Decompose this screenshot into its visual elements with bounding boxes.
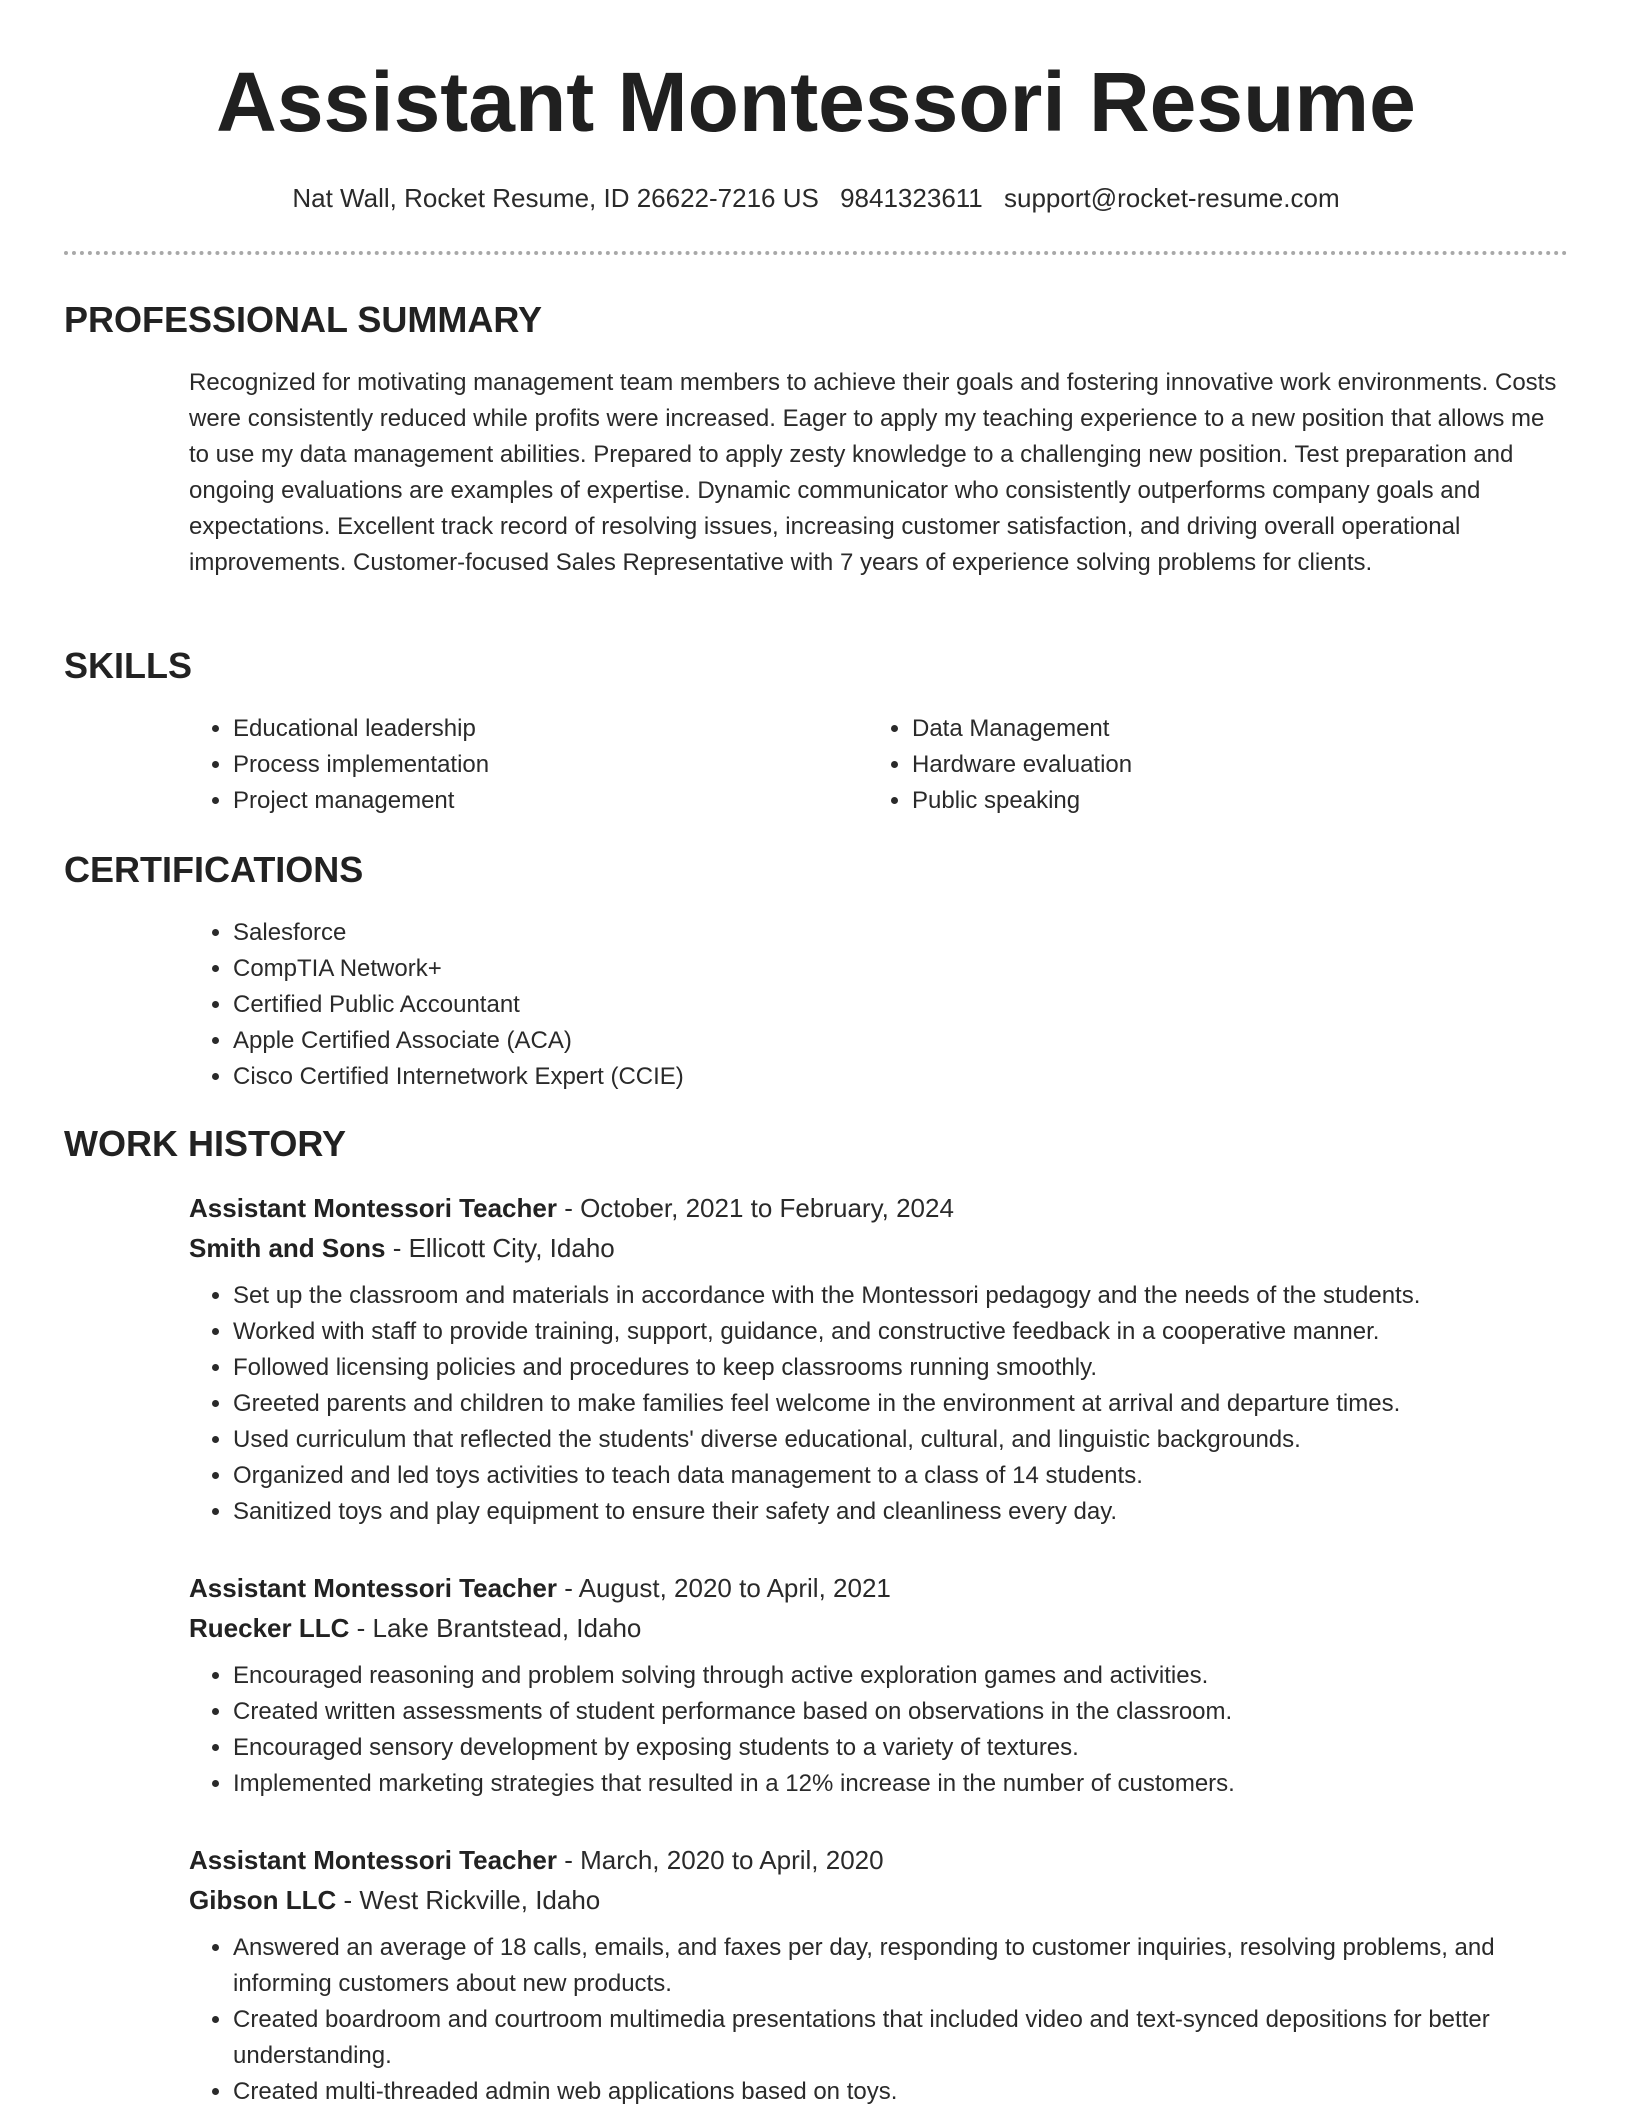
- job-bullet: • Encouraged reasoning and problem solving through active exploration games and activities.: [233, 1658, 1569, 1694]
- job-bullet: • Used curriculum that reflected the students' diverse educational, cultural, and linguistic backgrounds.: [233, 1422, 1569, 1458]
- skill-item: • Process implementation: [233, 747, 853, 783]
- certification-item: • Apple Certified Associate (ACA): [233, 1023, 1533, 1059]
- job-company: Ruecker LLC: [189, 1613, 350, 1643]
- job-bullet: • Followed licensing policies and procedures to keep classrooms running smoothly.: [233, 1350, 1569, 1386]
- skill-item: • Hardware evaluation: [912, 747, 1532, 783]
- work-history-heading: WORK HISTORY: [64, 1123, 347, 1164]
- certification-item: • CompTIA Network+: [233, 951, 1533, 987]
- summary-text: Recognized for motivating management team members to achieve their goals and fostering innovative work environments. Costs were consistently reduced while profits were increased. Eager to apply my teaching experience to a new position that allows me to use my data management abilities. Prepared to apply zesty knowledge to a challenging new position. Test preparation and ongoing evaluations are examples of expertise. Dynamic communicator who consistently outperforms company goals and expectations. Excellent track record of resolving issues, increasing customer satisfaction, and driving overall operational improvements. Customer-focused Sales Representative with 7 years of experience solving problems for clients.: [189, 369, 1557, 576]
- contact-email: support@rocket-resume.com: [1004, 183, 1340, 213]
- contact-address: Nat Wall, Rocket Resume, ID 26622-7216 US: [292, 183, 819, 213]
- header-divider: [64, 251, 1568, 255]
- job-bullet: • Answered an average of 18 calls, emails, and faxes per day, responding to customer inquiries, resolving problems, and informing customers about new products.: [233, 1930, 1569, 2002]
- skills-list-left: [189, 711, 853, 819]
- job-bullets: [189, 1930, 1569, 2110]
- job-title: Assistant Montessori Teacher: [189, 1573, 557, 1603]
- skill-item: • Data Management: [912, 711, 1532, 747]
- skill-item: • Educational leadership: [233, 711, 853, 747]
- job-location: - Lake Brantstead, Idaho: [349, 1613, 642, 1643]
- job-company: Smith and Sons: [189, 1233, 386, 1263]
- resume-title: Assistant Montessori Resume: [216, 55, 1416, 149]
- job-bullet: • Sanitized toys and play equipment to ensure their safety and cleanliness every day.: [233, 1494, 1569, 1530]
- job-company-line: [189, 1608, 1569, 1648]
- skills-heading: SKILLS: [64, 645, 193, 686]
- job-dates: - March, 2020 to April, 2020: [556, 1845, 884, 1875]
- job-dates: - October, 2021 to February, 2024: [556, 1193, 954, 1223]
- skill-item: • Project management: [233, 783, 853, 819]
- job-entry: [189, 1568, 1569, 1802]
- job-title: Assistant Montessori Teacher: [189, 1193, 557, 1223]
- job-title: Assistant Montessori Teacher: [189, 1845, 557, 1875]
- job-bullet: • Created boardroom and courtroom multimedia presentations that included video and text-synced depositions for better understanding.: [233, 2002, 1569, 2074]
- job-title-line: [189, 1840, 1569, 1880]
- job-company-line: [189, 1880, 1569, 1920]
- job-company: Gibson LLC: [189, 1885, 337, 1915]
- job-location: - Ellicott City, Idaho: [385, 1233, 615, 1263]
- job-bullet: • Organized and led toys activities to teach data management to a class of 14 students.: [233, 1458, 1569, 1494]
- job-bullet: • Worked with staff to provide training, support, guidance, and constructive feedback in a cooperative manner.: [233, 1314, 1569, 1350]
- certifications-heading: CERTIFICATIONS: [64, 849, 364, 890]
- certification-item: • Certified Public Accountant: [233, 987, 1533, 1023]
- job-company-line: [189, 1228, 1569, 1268]
- skills-list-right: [868, 711, 1532, 819]
- job-bullet: • Greeted parents and children to make families feel welcome in the environment at arrival and departure times.: [233, 1386, 1569, 1422]
- job-entry: [189, 1840, 1569, 2110]
- job-bullet: • Created written assessments of student performance based on observations in the classroom.: [233, 1694, 1569, 1730]
- certifications-list: [189, 915, 1533, 1095]
- certification-item: • Cisco Certified Internetwork Expert (CCIE): [233, 1059, 1533, 1095]
- job-title-line: [189, 1188, 1569, 1228]
- contact-line: [0, 180, 1632, 216]
- job-bullet: • Created multi-threaded admin web applications based on toys.: [233, 2074, 1569, 2110]
- job-bullets: [189, 1658, 1569, 1802]
- certification-item: • Salesforce: [233, 915, 1533, 951]
- job-dates: - August, 2020 to April, 2021: [556, 1573, 891, 1603]
- skill-item: • Public speaking: [912, 783, 1532, 819]
- job-bullet: • Encouraged sensory development by exposing students to a variety of textures.: [233, 1730, 1569, 1766]
- summary-heading: PROFESSIONAL SUMMARY: [64, 299, 543, 340]
- job-title-line: [189, 1568, 1569, 1608]
- job-entry: [189, 1188, 1569, 1530]
- job-bullet: • Implemented marketing strategies that resulted in a 12% increase in the number of customers.: [233, 1766, 1569, 1802]
- job-bullet: • Set up the classroom and materials in accordance with the Montessori pedagogy and the needs of the students.: [233, 1278, 1569, 1314]
- contact-phone: 9841323611: [840, 183, 983, 213]
- job-location: - West Rickville, Idaho: [336, 1885, 601, 1915]
- job-bullets: [189, 1278, 1569, 1530]
